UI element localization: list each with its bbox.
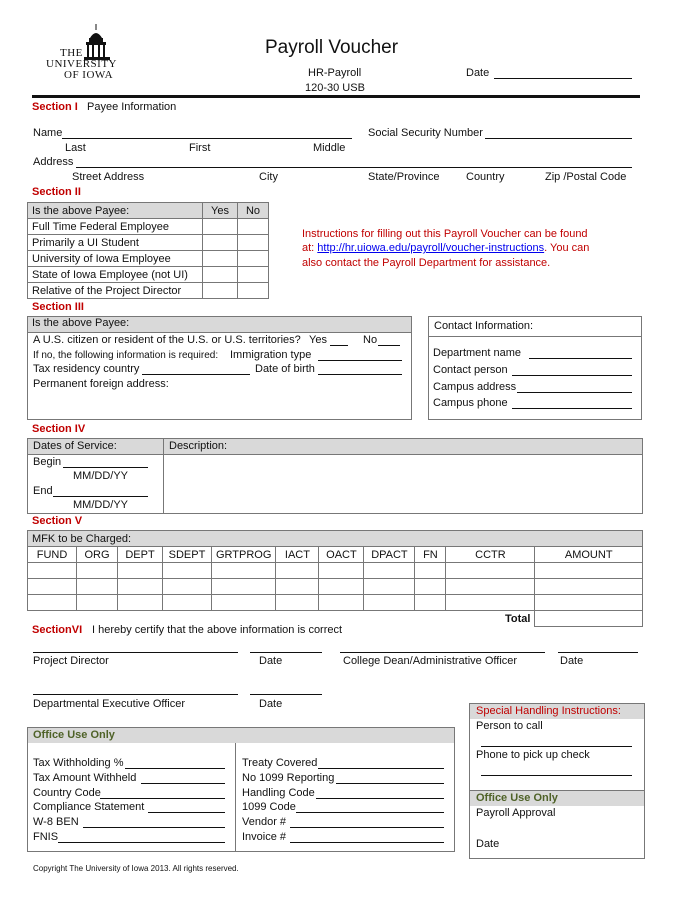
deo-date-field[interactable] [250, 694, 322, 695]
country-label: Country [466, 171, 505, 183]
no-cell[interactable] [238, 283, 269, 299]
state-label: State/Province [368, 171, 440, 183]
citizen-no: No [363, 334, 378, 346]
payroll-approval-label: Payroll Approval [476, 807, 556, 819]
foreign-address-label: Permanent foreign address: [33, 378, 169, 390]
logo-text: THE UNIVERSITY OF IOWA [46, 47, 117, 81]
row-label: University of Iowa Employee [28, 251, 203, 267]
col-sdept: SDEPT [163, 547, 212, 563]
dean-date-label: Date [560, 655, 584, 667]
office-left-5: FNIS [33, 831, 59, 843]
special-office-use-title: Office Use Only [476, 792, 558, 804]
campus-address-label: Campus address [433, 381, 517, 393]
row-label: Primarily a UI Student [28, 235, 203, 251]
citizenship-header: Is the above Payee: [28, 317, 411, 333]
table-row [28, 219, 269, 235]
page-title: Payroll Voucher [265, 37, 399, 58]
begin-date-field[interactable] [63, 467, 148, 468]
table-row[interactable] [28, 563, 643, 579]
col-org: ORG [77, 547, 118, 563]
campus-phone-label: Campus phone [433, 397, 508, 409]
contact-person-label: Contact person [433, 364, 508, 376]
table-row[interactable] [28, 579, 643, 595]
instructions-line-1: Instructions for filling out this Payroll Voucher can be found [302, 228, 588, 240]
payee-status-table [27, 202, 269, 299]
office-right-2: Handling Code [242, 787, 315, 799]
department-label: HR-Payroll [308, 67, 362, 79]
dept-name-field[interactable] [529, 358, 632, 359]
yes-header: Yes [203, 203, 238, 219]
campus-phone-field[interactable] [512, 408, 632, 409]
citizen-yes: Yes [309, 334, 327, 346]
pd-signature-field[interactable] [33, 652, 238, 653]
instructions-line-2 [302, 242, 589, 254]
yes-cell[interactable] [203, 251, 238, 267]
first-label: First [189, 142, 211, 154]
no-cell[interactable] [238, 235, 269, 251]
city-label: City [259, 171, 278, 183]
contact-person-field[interactable] [512, 375, 632, 376]
table-row [28, 267, 269, 283]
tax-country-label: Tax residency country [33, 363, 140, 375]
dob-label: Date of birth [255, 363, 315, 375]
office-left-field-1[interactable] [141, 783, 225, 784]
instructions-after: . You can [544, 242, 590, 254]
address-field-label: Address [33, 156, 74, 168]
office-left-4: W-8 BEN [33, 816, 79, 828]
yes-cell[interactable] [203, 235, 238, 251]
office-left-field-2[interactable] [100, 798, 225, 799]
office-left-field-4[interactable] [83, 827, 225, 828]
office-right-4: Vendor # [242, 816, 287, 828]
citizen-no-field[interactable] [378, 345, 400, 346]
section-i-title: Payee Information [87, 101, 177, 113]
office-right-0: Treaty Covered [242, 757, 318, 769]
col-fund: FUND [28, 547, 77, 563]
section-iv-label: Section IV [32, 423, 86, 435]
total-amount-cell[interactable] [535, 611, 643, 627]
office-use-title: Office Use Only [33, 729, 115, 741]
office-left-2: Country Code [33, 787, 101, 799]
section-ii-label: Section II [32, 186, 81, 198]
person-to-call-label: Person to call [476, 720, 543, 732]
no-cell[interactable] [238, 267, 269, 283]
office-left-0: Tax Withholding % [33, 757, 124, 769]
office-right-field-4[interactable] [290, 827, 444, 828]
section-iii-label: Section III [32, 301, 84, 313]
instructions-at: at: [302, 242, 318, 254]
col-dept: DEPT [118, 547, 163, 563]
ssn-label: Social Security Number [368, 127, 483, 139]
phone-field[interactable] [481, 775, 632, 776]
total-label: Total [28, 611, 535, 627]
dean-label: College Dean/Administrative Officer [343, 655, 518, 667]
end-date-field[interactable] [53, 496, 148, 497]
ssn-field[interactable] [485, 138, 632, 139]
citizen-question: A U.S. citizen or resident of the U.S. or U.S. territories? [33, 334, 301, 346]
dean-signature-field[interactable] [340, 652, 545, 653]
payee-status-header: Is the above Payee: [28, 203, 203, 219]
office-right-1: No 1099 Reporting [242, 772, 335, 784]
tax-country-field[interactable] [142, 374, 250, 375]
street-label: Street Address [72, 171, 145, 183]
office-left-3: Compliance Statement [33, 801, 145, 813]
certify-statement: I hereby certify that the above information is correct [92, 624, 343, 636]
end-format: MM/DD/YY [73, 499, 128, 511]
immigration-field[interactable] [318, 360, 402, 361]
col-dpact: DPACT [364, 547, 415, 563]
office-right-field-3[interactable] [296, 812, 444, 813]
row-label: Relative of the Project Director [28, 283, 203, 299]
begin-label: Begin [33, 456, 62, 468]
address-label: 120-30 USB [305, 82, 365, 94]
dob-field[interactable] [318, 374, 402, 375]
no-cell[interactable] [238, 219, 269, 235]
deo-date-label: Date [259, 698, 283, 710]
office-left-1: Tax Amount Withheld [33, 772, 137, 784]
zip-label: Zip /Postal Code [545, 171, 627, 183]
deo-signature-field[interactable] [33, 694, 238, 695]
table-row [28, 235, 269, 251]
dates-of-service-label: Dates of Service: [33, 440, 117, 452]
instructions-link[interactable]: http://hr.uiowa.edu/payroll/voucher-instructions [317, 242, 545, 254]
end-label: End [33, 485, 53, 497]
mfk-table [27, 530, 643, 627]
office-right-3: 1099 Code [242, 801, 296, 813]
description-label: Description: [169, 440, 228, 452]
col-amount: AMOUNT [535, 547, 643, 563]
office-left-field-0[interactable] [125, 768, 225, 769]
if-no-label: If no, the following information is required: [33, 350, 219, 361]
campus-address-field[interactable] [517, 392, 632, 393]
phone-label: Phone to pick up check [476, 749, 590, 761]
office-right-field-5[interactable] [290, 842, 444, 843]
row-label: Full Time Federal Employee [28, 219, 203, 235]
office-left-field-3[interactable] [148, 812, 225, 813]
office-right-5: Invoice # [242, 831, 287, 843]
approval-date-label: Date [476, 838, 500, 850]
address-field[interactable] [76, 167, 632, 168]
header-rule [32, 95, 640, 98]
contact-header: Contact Information: [429, 317, 641, 337]
special-handling-title: Special Handling Instructions: [476, 705, 621, 717]
office-right-field-0[interactable] [318, 768, 444, 769]
dept-name-label: Department name [433, 347, 522, 359]
name-field[interactable] [62, 138, 352, 139]
mfk-header: MFK to be Charged: [28, 531, 643, 547]
col-fn: FN [415, 547, 446, 563]
date-label: Date [466, 67, 490, 79]
col-iact: IACT [276, 547, 319, 563]
yes-cell[interactable] [203, 283, 238, 299]
table-row [28, 283, 269, 299]
col-grtprog: GRTPROG [212, 547, 276, 563]
row-label: State of Iowa Employee (not UI) [28, 267, 203, 283]
yes-cell[interactable] [203, 219, 238, 235]
begin-format: MM/DD/YY [73, 470, 128, 482]
citizen-yes-field[interactable] [330, 345, 348, 346]
office-left-field-5[interactable] [58, 842, 225, 843]
office-right-field-2[interactable] [316, 798, 444, 799]
section-v-label: Section V [32, 515, 83, 527]
table-row[interactable] [28, 595, 643, 611]
mfk-column-headers [28, 547, 643, 563]
col-cctr: CCTR [446, 547, 535, 563]
no-header: No [238, 203, 269, 219]
pd-label: Project Director [33, 655, 109, 667]
pd-date-field[interactable] [250, 652, 322, 653]
copyright: Copyright The University of Iowa 2013. All rights reserved. [33, 864, 239, 873]
immigration-label: Immigration type [230, 349, 312, 361]
no-cell[interactable] [238, 251, 269, 267]
last-label: Last [65, 142, 86, 154]
person-to-call-field[interactable] [481, 746, 632, 747]
date-field[interactable] [494, 78, 632, 79]
middle-label: Middle [313, 142, 346, 154]
pd-date-label: Date [259, 655, 283, 667]
table-row [28, 251, 269, 267]
name-label: Name [33, 127, 63, 139]
office-right-field-1[interactable] [336, 783, 444, 784]
section-i-label: Section I [32, 101, 78, 113]
deo-label: Departmental Executive Officer [33, 698, 186, 710]
yes-cell[interactable] [203, 267, 238, 283]
instructions-line-3: also contact the Payroll Department for assistance. [302, 257, 551, 269]
section-vi-label: SectionVI [32, 624, 83, 636]
col-oact: OACT [319, 547, 364, 563]
university-logo [44, 24, 117, 84]
dean-date-field[interactable] [558, 652, 638, 653]
